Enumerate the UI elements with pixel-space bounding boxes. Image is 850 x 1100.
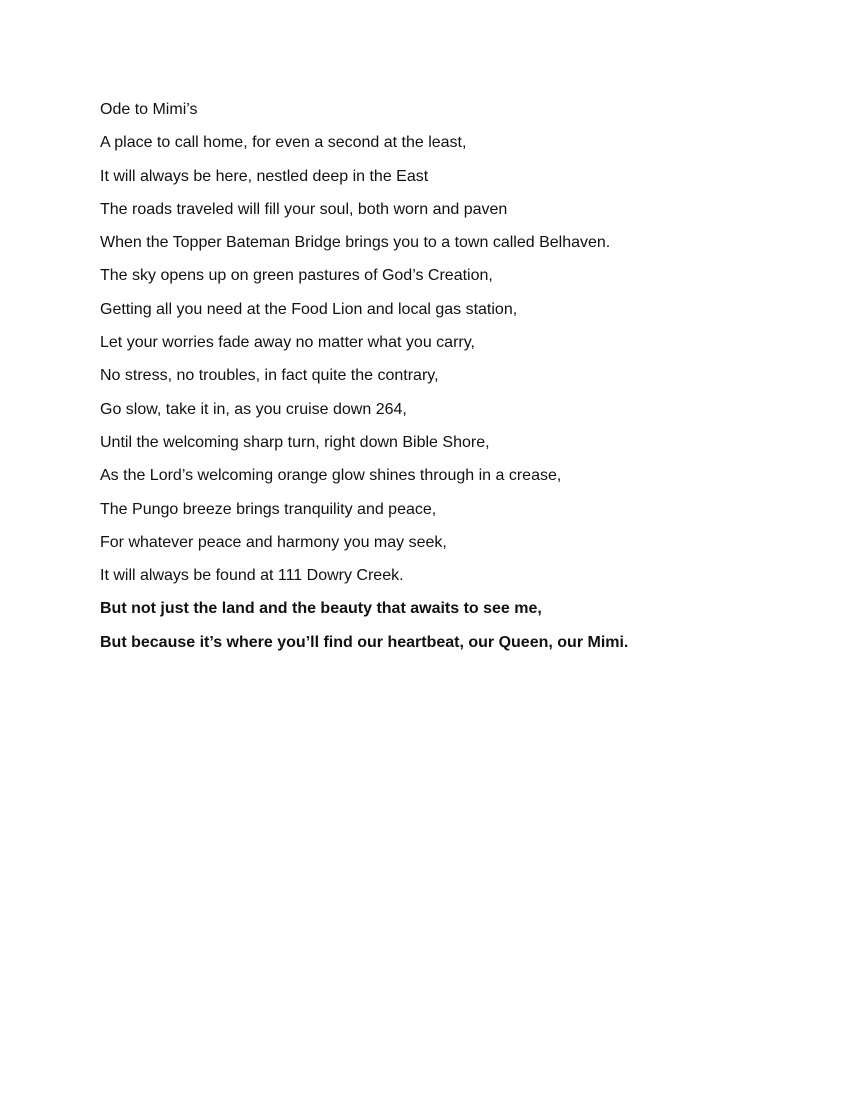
poem-closing-line-1: But not just the land and the beauty that awaits to see me, [100, 600, 542, 618]
poem-line-7: Let your worries fade away no matter what you carry, [100, 334, 475, 352]
poem-line-9: Go slow, take it in, as you cruise down 264, [100, 400, 407, 418]
poem-line-3: The roads traveled will fill your soul, both worn and paven [100, 200, 508, 218]
poem-line-5: The sky opens up on green pastures of God’s Creation, [100, 267, 493, 285]
poem-title: Ode to Mimi’s [100, 101, 198, 118]
poem-closing-line-2: But because it’s where you’ll find our heartbeat, our Queen, our Mimi. [100, 633, 629, 651]
poem-line-10: Until the welcoming sharp turn, right down Bible Shore, [100, 433, 490, 451]
poem [100, 100, 800, 666]
poem-line-2: It will always be here, nestled deep in the East [100, 167, 429, 185]
poem-line-11: As the Lord’s welcoming orange glow shines through in a crease, [100, 467, 562, 485]
poem-line-4: When the Topper Bateman Bridge brings you to a town called Belhaven. [100, 234, 611, 252]
poem-line-13: For whatever peace and harmony you may seek, [100, 533, 447, 551]
poem-line-14: It will always be found at 111 Dowry Creek. [100, 567, 404, 585]
poem-line-12: The Pungo breeze brings tranquility and peace, [100, 500, 437, 518]
poem-line-8: No stress, no troubles, in fact quite the contrary, [100, 367, 439, 385]
poem-line-1: A place to call home, for even a second at the least, [100, 134, 467, 152]
poem-line-6: Getting all you need at the Food Lion and local gas station, [100, 300, 518, 318]
